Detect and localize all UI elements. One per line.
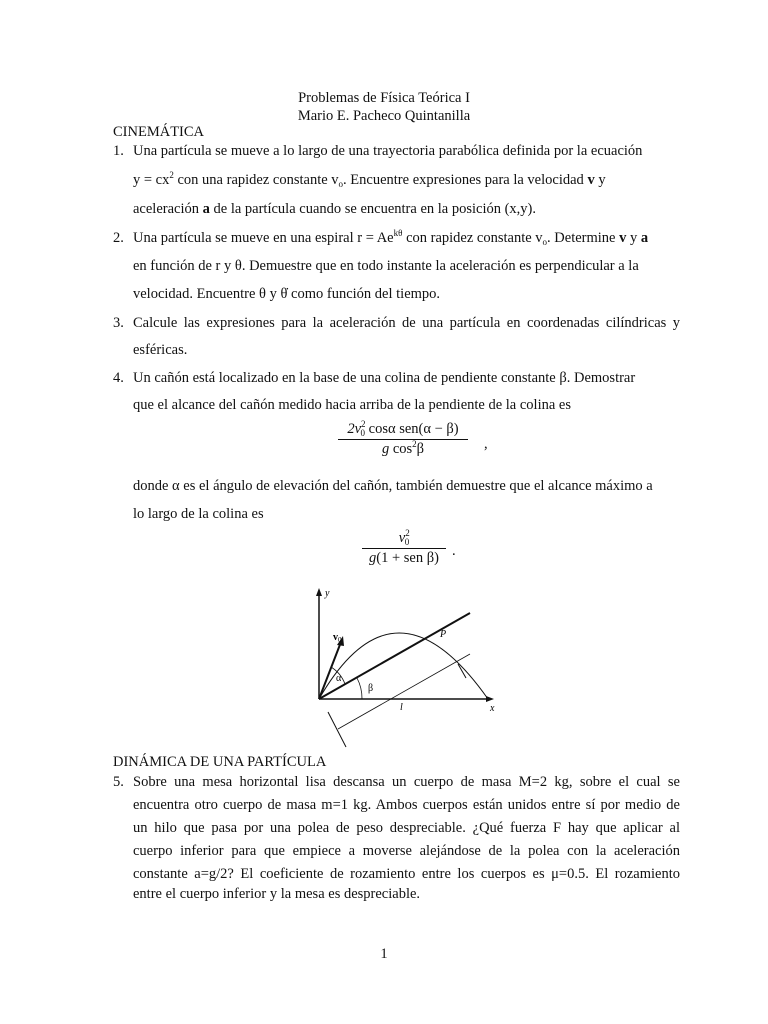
problem-line: velocidad. Encuentre θ y θ̇ como función del tiempo. (133, 286, 441, 302)
problem-number: 5. (113, 774, 124, 790)
problem-line: esféricas. (133, 342, 188, 358)
label-l: l (400, 702, 403, 713)
problem-line: constante a=g/2? El coeficiente de rozamiento entre los cuerpos es μ=0.5. El rozamiento (133, 866, 680, 882)
problem-line: Una partícula se mueve a lo largo de una trayectoria parabólica definida por la ecuación (133, 143, 643, 159)
section-heading-dinamica: DINÁMICA DE UNA PARTÍCULA (113, 754, 327, 770)
problem-line: lo largo de la colina es (133, 506, 264, 522)
label-alpha: α (336, 673, 342, 684)
y-axis-arrow (316, 588, 322, 596)
problem-line: Calcule las expresiones para la aceleración de una partícula en coordenadas cilíndricas y (133, 315, 680, 331)
page-number: 1 (380, 946, 388, 962)
dimension-tick-end (458, 664, 466, 678)
x-axis-arrow (486, 696, 494, 702)
problem-line: $y = cx^2$ con una rapidez constante $v_o$. Encuentre expresiones para la velocidad v y (133, 170, 606, 189)
section-heading-cinematica: CINEMÁTICA (113, 124, 205, 140)
dimension-tick-start (328, 712, 346, 747)
range-formula: $2v^2_0$ cosα sen(α − β) g $\cos^2\beta$ (338, 421, 468, 458)
label-x: x (490, 703, 495, 714)
problem-line: que el alcance del cañón medido hacia arriba de la pendiente de la colina es (133, 397, 572, 413)
beta-arc (357, 678, 362, 699)
trajectory-curve (319, 633, 488, 699)
max-range-formula: $v^2_0$ g(1 + sen β) (362, 530, 446, 567)
page-title: Problemas de Física Teórica I (298, 90, 470, 106)
problem-line: encuentra otro cuerpo de masa m=1 kg. Ambos cuerpos están unidos entre sí por medio de (133, 797, 680, 813)
problem-line: Sobre una mesa horizontal lisa descansa un cuerpo de masa M=2 kg, sobre el cual se (133, 774, 680, 790)
label-p: P (440, 629, 447, 640)
author: Mario E. Pacheco Quintanilla (297, 108, 471, 124)
formula-punctuation: , (484, 436, 488, 452)
problem-number: 4. (113, 370, 124, 386)
problem-line: aceleración a de la partícula cuando se encuentra en la posición (x,y). (133, 201, 537, 217)
dimension-line (338, 654, 470, 729)
problem-number: 3. (113, 315, 124, 331)
problem-line: donde α es el ángulo de elevación del cañón, también demuestre que el alcance máximo a (133, 478, 653, 494)
problem-line: en función de r y θ. Demuestre que en todo instante la aceleración es perpendicular a la (133, 258, 639, 274)
projectile-on-incline-diagram (300, 582, 510, 752)
label-v0: $v_0$ (333, 632, 342, 644)
formula-punctuation: . (452, 543, 456, 559)
problem-line: Una partícula se mueve en una espiral $r = Ae^{k\theta}$ con rapidez constante $v_o$. Determine v y a (133, 228, 649, 247)
problem-number: 2. (113, 230, 124, 246)
problem-line: un hilo que pasa por una polea de peso despreciable. ¿Qué fuerza F hay que aplicar al (133, 820, 680, 836)
problem-line: cuerpo inferior para que empiece a moverse alejándose de la polea con la aceleración (133, 843, 680, 859)
incline-line (319, 613, 470, 699)
problem-line: entre el cuerpo inferior y la mesa es despreciable. (133, 886, 421, 902)
equation: $y = cx^2$ (133, 170, 174, 188)
problem-number: 1. (113, 143, 124, 159)
label-beta: β (368, 683, 374, 694)
label-y: y (325, 588, 330, 599)
problem-line: Un cañón está localizado en la base de una colina de pendiente constante β. Demostrar (133, 370, 636, 386)
